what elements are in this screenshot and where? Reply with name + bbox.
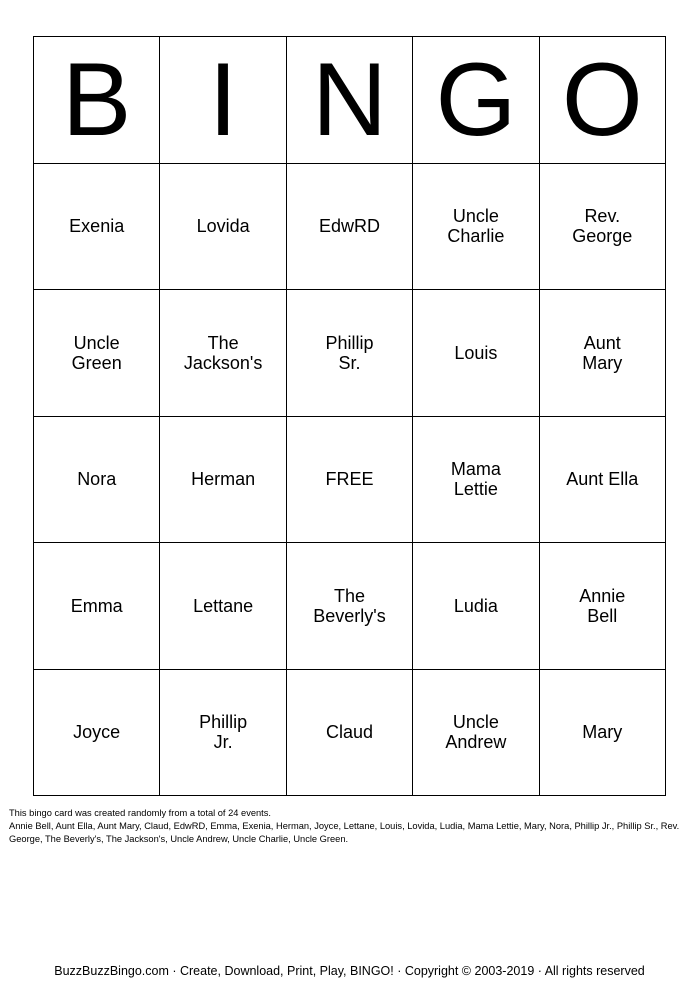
bingo-cell-text: Annie Bell — [579, 585, 626, 626]
bingo-cell — [34, 670, 160, 797]
bingo-cell — [160, 164, 286, 291]
bingo-cell-text: Mama Lettie — [450, 459, 501, 500]
bingo-cell — [34, 543, 160, 670]
bingo-cell — [160, 290, 286, 417]
bingo-cell — [160, 543, 286, 670]
card-info — [9, 807, 693, 846]
bingo-cell — [413, 670, 539, 797]
header-letter-g: G — [413, 37, 539, 164]
bingo-cell — [287, 164, 413, 291]
bingo-cell-text: Emma — [70, 595, 123, 616]
card-info-summary: This bingo card was created randomly from a total of 24 events. — [9, 808, 271, 818]
bingo-cell — [34, 417, 160, 544]
bingo-cell-text: Aunt Mary — [582, 332, 623, 373]
page-footer: BuzzBuzzBingo.com · Create, Download, Print, Play, BINGO! · Copyright © 2003-2019 · All rights reserved — [54, 964, 645, 978]
free-space-cell — [287, 417, 413, 544]
bingo-cell — [540, 670, 666, 797]
bingo-cell-text: Mary — [582, 722, 623, 743]
header-letter-b: B — [34, 37, 160, 164]
bingo-cell-text: Uncle Charlie — [447, 206, 505, 247]
bingo-cell-text: Herman — [191, 469, 256, 490]
bingo-cell-text: EdwRD — [318, 216, 380, 237]
bingo-cell — [413, 164, 539, 291]
header-letter-n: N — [287, 37, 413, 164]
bingo-cell-text: Rev. George — [572, 206, 633, 247]
bingo-cell — [413, 290, 539, 417]
bingo-cell-text: Uncle Green — [71, 332, 122, 373]
header-letter-i: I — [160, 37, 286, 164]
bingo-cell — [287, 670, 413, 797]
bingo-cell-text: Nora — [77, 469, 117, 490]
bingo-cell-text: Joyce — [73, 722, 121, 743]
bingo-cell-text: Ludia — [453, 595, 498, 616]
bingo-cell-text: Uncle Andrew — [445, 712, 507, 753]
free-space-text: FREE — [325, 469, 374, 490]
bingo-cell-text: The Beverly's — [313, 585, 386, 626]
bingo-cell-text: Phillip Jr. — [199, 712, 248, 753]
bingo-card — [33, 36, 666, 796]
bingo-cell — [540, 290, 666, 417]
bingo-cell — [413, 543, 539, 670]
card-info-events-list: Annie Bell, Aunt Ella, Aunt Mary, Claud, EdwRD, Emma, Exenia, Herman, Joyce, Lettane, Louis, Lovida, Ludia, Mama Lettie, Mary, Nora, Phillip Jr., Phillip Sr., Rev. George, The Beverly's, The Jackson's, Uncle Andrew, Uncle Charlie, Uncle Green. — [9, 821, 680, 844]
bingo-cell — [540, 417, 666, 544]
bingo-cell-text: Aunt Ella — [566, 469, 639, 490]
bingo-cell-text: Claud — [325, 722, 373, 743]
bingo-cell — [540, 164, 666, 291]
bingo-cell — [34, 164, 160, 291]
bingo-cell — [160, 670, 286, 797]
bingo-cell — [34, 290, 160, 417]
bingo-cell — [413, 417, 539, 544]
bingo-cell — [160, 417, 286, 544]
bingo-cell-text: Lettane — [193, 595, 254, 616]
bingo-cell-text: Louis — [454, 342, 498, 363]
bingo-cell — [287, 543, 413, 670]
bingo-cell — [287, 290, 413, 417]
bingo-cell-text: The Jackson's — [183, 332, 263, 373]
header-letter-o: O — [540, 37, 666, 164]
bingo-cell — [540, 543, 666, 670]
bingo-cell-text: Exenia — [69, 216, 125, 237]
bingo-cell-text: Phillip Sr. — [325, 332, 374, 373]
bingo-cell-text: Lovida — [196, 216, 250, 237]
